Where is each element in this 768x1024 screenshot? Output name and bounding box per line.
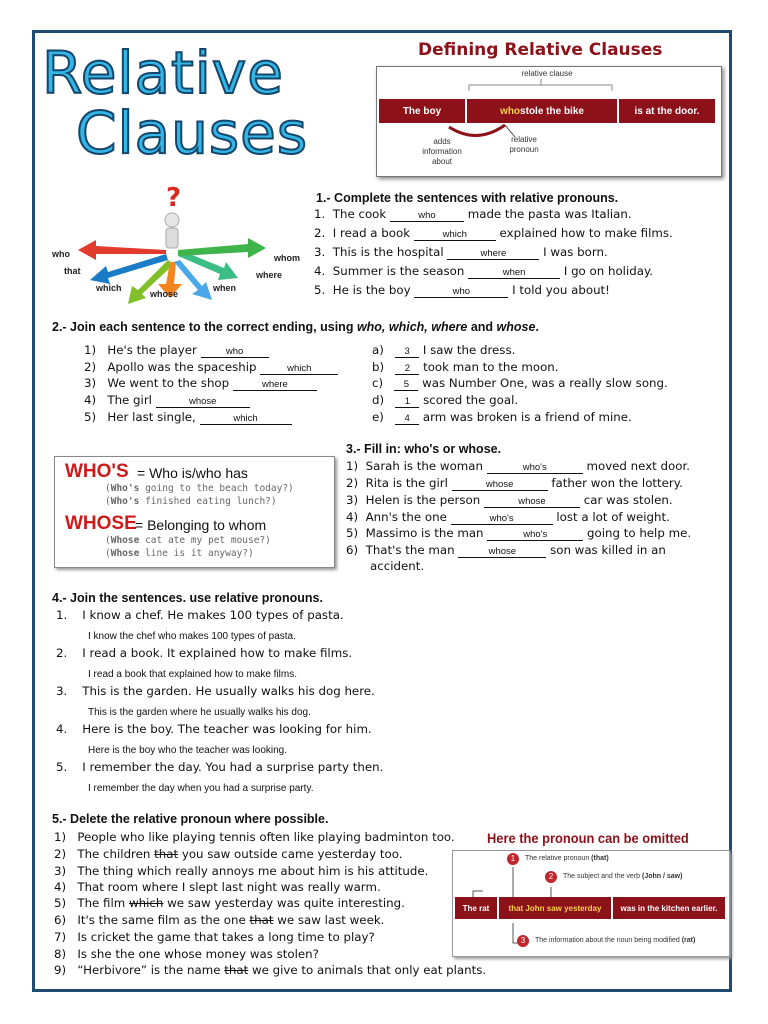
s2-right-d xyxy=(372,395,518,408)
answer-blank: 5 xyxy=(394,380,418,391)
item-text: The film xyxy=(77,896,129,910)
whose-example-1: (Whose cat ate my pet mouse?) xyxy=(105,535,271,546)
relative-pronoun-label: relative pronoun xyxy=(509,135,539,154)
item-number: 2) xyxy=(54,847,67,861)
answer-blank: who's xyxy=(451,514,553,525)
item-text: we saw yesterday was quite interesting. xyxy=(163,896,405,910)
s2-left-2 xyxy=(84,362,338,375)
item-number: 4. xyxy=(314,264,326,278)
answer-blank: whose xyxy=(484,497,580,508)
example-text: going to the beach today?) xyxy=(139,483,294,494)
heading-italic: whose xyxy=(496,320,536,334)
s2-right-a xyxy=(372,345,515,358)
answer-blank: who xyxy=(390,211,464,222)
item-text: He's the player xyxy=(107,343,201,357)
item-number: 2. xyxy=(314,226,326,240)
item-text: we saw last week. xyxy=(273,913,385,927)
heading-italic: who, which, where xyxy=(356,320,468,334)
example-keyword: Who's xyxy=(110,496,140,507)
item-text: lost a lot of weight. xyxy=(552,510,670,524)
s1-item-2 xyxy=(314,228,673,241)
item-text: The girl xyxy=(107,393,156,407)
example-text: line is it anyway?) xyxy=(139,548,254,559)
s2-left-1 xyxy=(84,345,269,358)
box-the-rat: The rat xyxy=(455,897,497,919)
item-text: That's the man xyxy=(365,543,459,557)
arrow-label-whose: whose xyxy=(150,289,179,299)
answer-blank: which xyxy=(414,230,496,241)
item-text: Apollo was the spaceship xyxy=(107,360,261,374)
item-number: 6) xyxy=(346,543,359,557)
item-number: 5) xyxy=(84,410,97,424)
s2-left-4 xyxy=(84,395,250,408)
section2-heading xyxy=(52,320,539,334)
s5-item-6 xyxy=(54,915,384,927)
item-number: 7) xyxy=(54,930,67,944)
item-number: e) xyxy=(372,410,384,424)
callout-text: The subject and the verb xyxy=(563,873,642,880)
arrow-label-which: which xyxy=(96,283,122,293)
s5-item-2 xyxy=(54,849,402,861)
item-text: explained how to make films. xyxy=(495,226,673,240)
item-number: 3) xyxy=(54,864,67,878)
item-number: 2. xyxy=(56,646,68,660)
item-text: I go on holiday. xyxy=(560,264,653,278)
answer-blank: whose xyxy=(156,397,250,408)
heading-text: . xyxy=(535,320,539,334)
s3-item-6-cont: accident. xyxy=(370,559,425,573)
callout-3: 3 xyxy=(517,935,529,947)
whos-whose-box xyxy=(54,456,335,568)
whos-word: WHO'S xyxy=(65,461,129,482)
item-number: 3. xyxy=(314,245,326,259)
item-text: arm was broken is a friend of mine. xyxy=(419,410,632,424)
item-text: Is she the one whose money was stolen? xyxy=(77,947,319,961)
item-number: 4) xyxy=(54,880,67,894)
item-number: 1) xyxy=(54,830,67,844)
callout-text: The relative pronoun xyxy=(525,855,592,862)
svg-text:?: ? xyxy=(166,183,182,213)
answer-blank: who xyxy=(414,287,508,298)
item-text: Her last single, xyxy=(107,410,200,424)
answer-blank: where xyxy=(447,249,539,260)
s2-right-e xyxy=(372,412,632,425)
box-the-boy: The boy xyxy=(379,99,465,123)
callout-1: 1 xyxy=(507,853,519,865)
s4-q-3 xyxy=(56,686,375,698)
example-keyword: Who's xyxy=(110,483,140,494)
section5-heading: 5.- Delete the relative pronoun where possible. xyxy=(52,812,329,826)
box-at-door: is at the door. xyxy=(619,99,715,123)
arrow-label-that: that xyxy=(64,266,81,276)
deleted-pronoun: that xyxy=(154,847,179,861)
item-number: 4) xyxy=(346,510,359,524)
section3-heading: 3.- Fill in: who's or whose. xyxy=(346,442,502,456)
adds-info-label: adds information about xyxy=(422,137,462,166)
arrow-label-who: who xyxy=(52,249,70,259)
answer-blank: which xyxy=(260,364,338,375)
arrow-label-where: where xyxy=(256,270,283,280)
s3-item-4 xyxy=(346,512,670,525)
relative-clause-label: relative clause xyxy=(521,69,573,78)
item-text: That room where I slept last night was really warm. xyxy=(77,880,381,894)
arrow-label-when: when xyxy=(213,283,237,293)
answer-blank: whose xyxy=(452,480,548,491)
item-number: 2) xyxy=(84,360,97,374)
omission-diagram xyxy=(452,850,730,957)
item-number: c) xyxy=(372,376,384,390)
item-number: 5) xyxy=(346,526,359,540)
item-number: 4) xyxy=(84,393,97,407)
item-number: a) xyxy=(372,343,384,357)
item-text: Ann's the one xyxy=(365,510,451,524)
s4-q-4 xyxy=(56,724,372,736)
deleted-pronoun: that xyxy=(224,963,249,977)
answer-blank: 2 xyxy=(395,364,419,375)
s2-right-b xyxy=(372,362,559,375)
s5-item-7 xyxy=(54,932,375,944)
heading-text: and xyxy=(467,320,497,334)
item-text: we give to animals that only eat plants. xyxy=(248,963,487,977)
s1-item-1 xyxy=(314,209,632,222)
answer-blank: 1 xyxy=(395,397,419,408)
answer-blank: who's xyxy=(487,530,583,541)
who-highlight: who xyxy=(500,105,521,117)
s4-q-1 xyxy=(56,610,344,622)
s2-right-c xyxy=(372,378,668,391)
answer-blank: where xyxy=(233,380,317,391)
title-line-1: Relative xyxy=(42,39,284,107)
s4-answer-1: I know the chef who makes 100 types of pasta. xyxy=(88,631,296,642)
item-text: He is the boy xyxy=(332,283,415,297)
item-text: made the pasta was Italian. xyxy=(463,207,632,221)
whose-definition: = Belonging to whom xyxy=(135,517,267,533)
s5-item-9 xyxy=(54,965,486,977)
answer-blank: who's xyxy=(487,463,583,474)
s3-item-2 xyxy=(346,478,683,491)
s5-item-1 xyxy=(54,832,455,844)
item-text: Here is the boy. The teacher was looking for him. xyxy=(82,722,372,736)
whose-example-2: (Whose line is it anyway?) xyxy=(105,548,254,559)
item-number: 4. xyxy=(56,722,68,736)
whos-example-2: (Who's finished eating lunch?) xyxy=(105,496,277,507)
item-text: Rita is the girl xyxy=(365,476,452,490)
box-who-stole xyxy=(467,99,617,123)
callout-bold: (rat) xyxy=(681,937,696,944)
s3-item-1 xyxy=(346,461,690,474)
callout-1-text xyxy=(525,855,609,862)
callout-text: The information about the noun being modified xyxy=(535,937,682,944)
item-text: I read a book xyxy=(332,226,414,240)
example-text: cat ate my pet mouse?) xyxy=(139,535,271,546)
deleted-pronoun: which xyxy=(129,896,164,910)
item-number: d) xyxy=(372,393,385,407)
item-text: “Herbivore” is the name xyxy=(77,963,225,977)
answer-blank: 3 xyxy=(395,347,419,358)
s5-item-8 xyxy=(54,949,319,961)
item-number: 2) xyxy=(346,476,359,490)
item-number: 3. xyxy=(56,684,68,698)
box-kitchen: was in the kitchen earlier. xyxy=(613,897,725,919)
item-text: was Number One, was a really slow song. xyxy=(418,376,668,390)
item-number: 1. xyxy=(314,207,326,221)
item-text: The cook xyxy=(332,207,390,221)
s3-item-5 xyxy=(346,528,691,541)
item-text: scored the goal. xyxy=(419,393,519,407)
item-text: I read a book. It explained how to make films. xyxy=(82,646,353,660)
item-text: I know a chef. He makes 100 types of pasta. xyxy=(82,608,344,622)
s2-left-3 xyxy=(84,378,317,391)
s2-left-5 xyxy=(84,412,292,425)
arrow-label-whom: whom xyxy=(274,253,300,263)
item-number: 5. xyxy=(314,283,326,297)
s1-item-3 xyxy=(314,247,608,260)
section4-heading: 4.- Join the sentences. use relative pronouns. xyxy=(52,591,323,605)
item-text: took man to the moon. xyxy=(419,360,559,374)
item-text: People who like playing tennis often like playing badminton too. xyxy=(77,830,455,844)
callout-2-text xyxy=(563,873,682,880)
stole-the-bike: stole the bike xyxy=(520,105,584,117)
item-text: Sarah is the woman xyxy=(365,459,487,473)
answer-blank: 4 xyxy=(395,414,419,425)
item-text: I told you about! xyxy=(508,283,610,297)
omitted-heading: Here the pronoun can be omitted xyxy=(487,830,689,846)
arrows-graphic xyxy=(48,180,310,305)
whos-definition: = Who is/who has xyxy=(137,465,248,481)
item-text: going to help me. xyxy=(583,526,692,540)
item-text: This is the garden. He usually walks his dog here. xyxy=(82,684,375,698)
example-text: finished eating lunch?) xyxy=(139,496,277,507)
item-text: father won the lottery. xyxy=(547,476,683,490)
item-text: I saw the dress. xyxy=(419,343,516,357)
s5-item-5 xyxy=(54,898,405,910)
answer-blank: whose xyxy=(458,547,546,558)
item-number: 1) xyxy=(346,459,359,473)
whos-example-1: (Who's going to the beach today?) xyxy=(105,483,294,494)
s5-item-4 xyxy=(54,882,381,894)
item-number: 9) xyxy=(54,963,67,977)
s4-answer-2: I read a book that explained how to make films. xyxy=(88,669,298,680)
example-keyword: Whose xyxy=(110,535,140,546)
callout-2: 2 xyxy=(545,871,557,883)
item-number: 8) xyxy=(54,947,67,961)
answer-blank: who xyxy=(201,347,269,358)
heading-text: 2.- Join each sentence to the correct ending, using xyxy=(52,320,357,334)
callout-bold: (that) xyxy=(591,855,609,862)
section1-heading: 1.- Complete the sentences with relative pronouns. xyxy=(316,191,619,205)
item-number: b) xyxy=(372,360,385,374)
item-text: you saw outside came yesterday too. xyxy=(178,847,403,861)
item-text: moved next door. xyxy=(582,459,690,473)
item-number: 6) xyxy=(54,913,67,927)
s3-item-6 xyxy=(346,545,666,558)
s5-item-3 xyxy=(54,866,428,878)
title-line-2: Clauses xyxy=(76,99,309,167)
item-text: I was born. xyxy=(539,245,608,259)
whose-word: WHOSE xyxy=(65,513,137,534)
defining-diagram xyxy=(376,66,722,177)
answer-blank: which xyxy=(200,414,292,425)
item-text: Massimo is the man xyxy=(365,526,488,540)
item-text: Summer is the season xyxy=(332,264,469,278)
item-text: We went to the shop xyxy=(107,376,233,390)
item-text: son was killed in an xyxy=(546,543,666,557)
item-text: This is the hospital xyxy=(332,245,448,259)
item-text: The children xyxy=(77,847,155,861)
item-number: 1) xyxy=(84,343,97,357)
item-text: Helen is the person xyxy=(365,493,484,507)
s1-item-5 xyxy=(314,285,610,298)
item-number: 3) xyxy=(346,493,359,507)
defining-heading: Defining Relative Clauses xyxy=(418,40,663,60)
deleted-pronoun: that xyxy=(249,913,274,927)
item-text: The thing which really annoys me about him is his attitude. xyxy=(77,864,429,878)
box-that-john: that John saw yesterday xyxy=(499,897,611,919)
item-text: Is cricket the game that takes a long time to play? xyxy=(77,930,375,944)
answer-blank: when xyxy=(468,268,560,279)
s1-item-4 xyxy=(314,266,653,279)
s4-q-5 xyxy=(56,762,383,774)
item-number: 3) xyxy=(84,376,97,390)
item-text: I remember the day. You had a surprise party then. xyxy=(82,760,384,774)
item-number: 1. xyxy=(56,608,68,622)
example-keyword: Whose xyxy=(110,548,140,559)
s3-item-3 xyxy=(346,495,673,508)
item-text: car was stolen. xyxy=(579,493,673,507)
s4-answer-4: Here is the boy who the teacher was looking. xyxy=(88,745,287,756)
item-number: 5) xyxy=(54,896,67,910)
callout-3-text xyxy=(535,937,695,944)
s4-q-2 xyxy=(56,648,352,660)
s4-answer-5: I remember the day when you had a surprise party. xyxy=(88,783,314,794)
item-text: It's the same film as the one xyxy=(77,913,250,927)
callout-bold: (John / saw) xyxy=(642,873,683,880)
s4-answer-3: This is the garden where he usually walks his dog. xyxy=(88,707,311,718)
item-number: 5. xyxy=(56,760,68,774)
